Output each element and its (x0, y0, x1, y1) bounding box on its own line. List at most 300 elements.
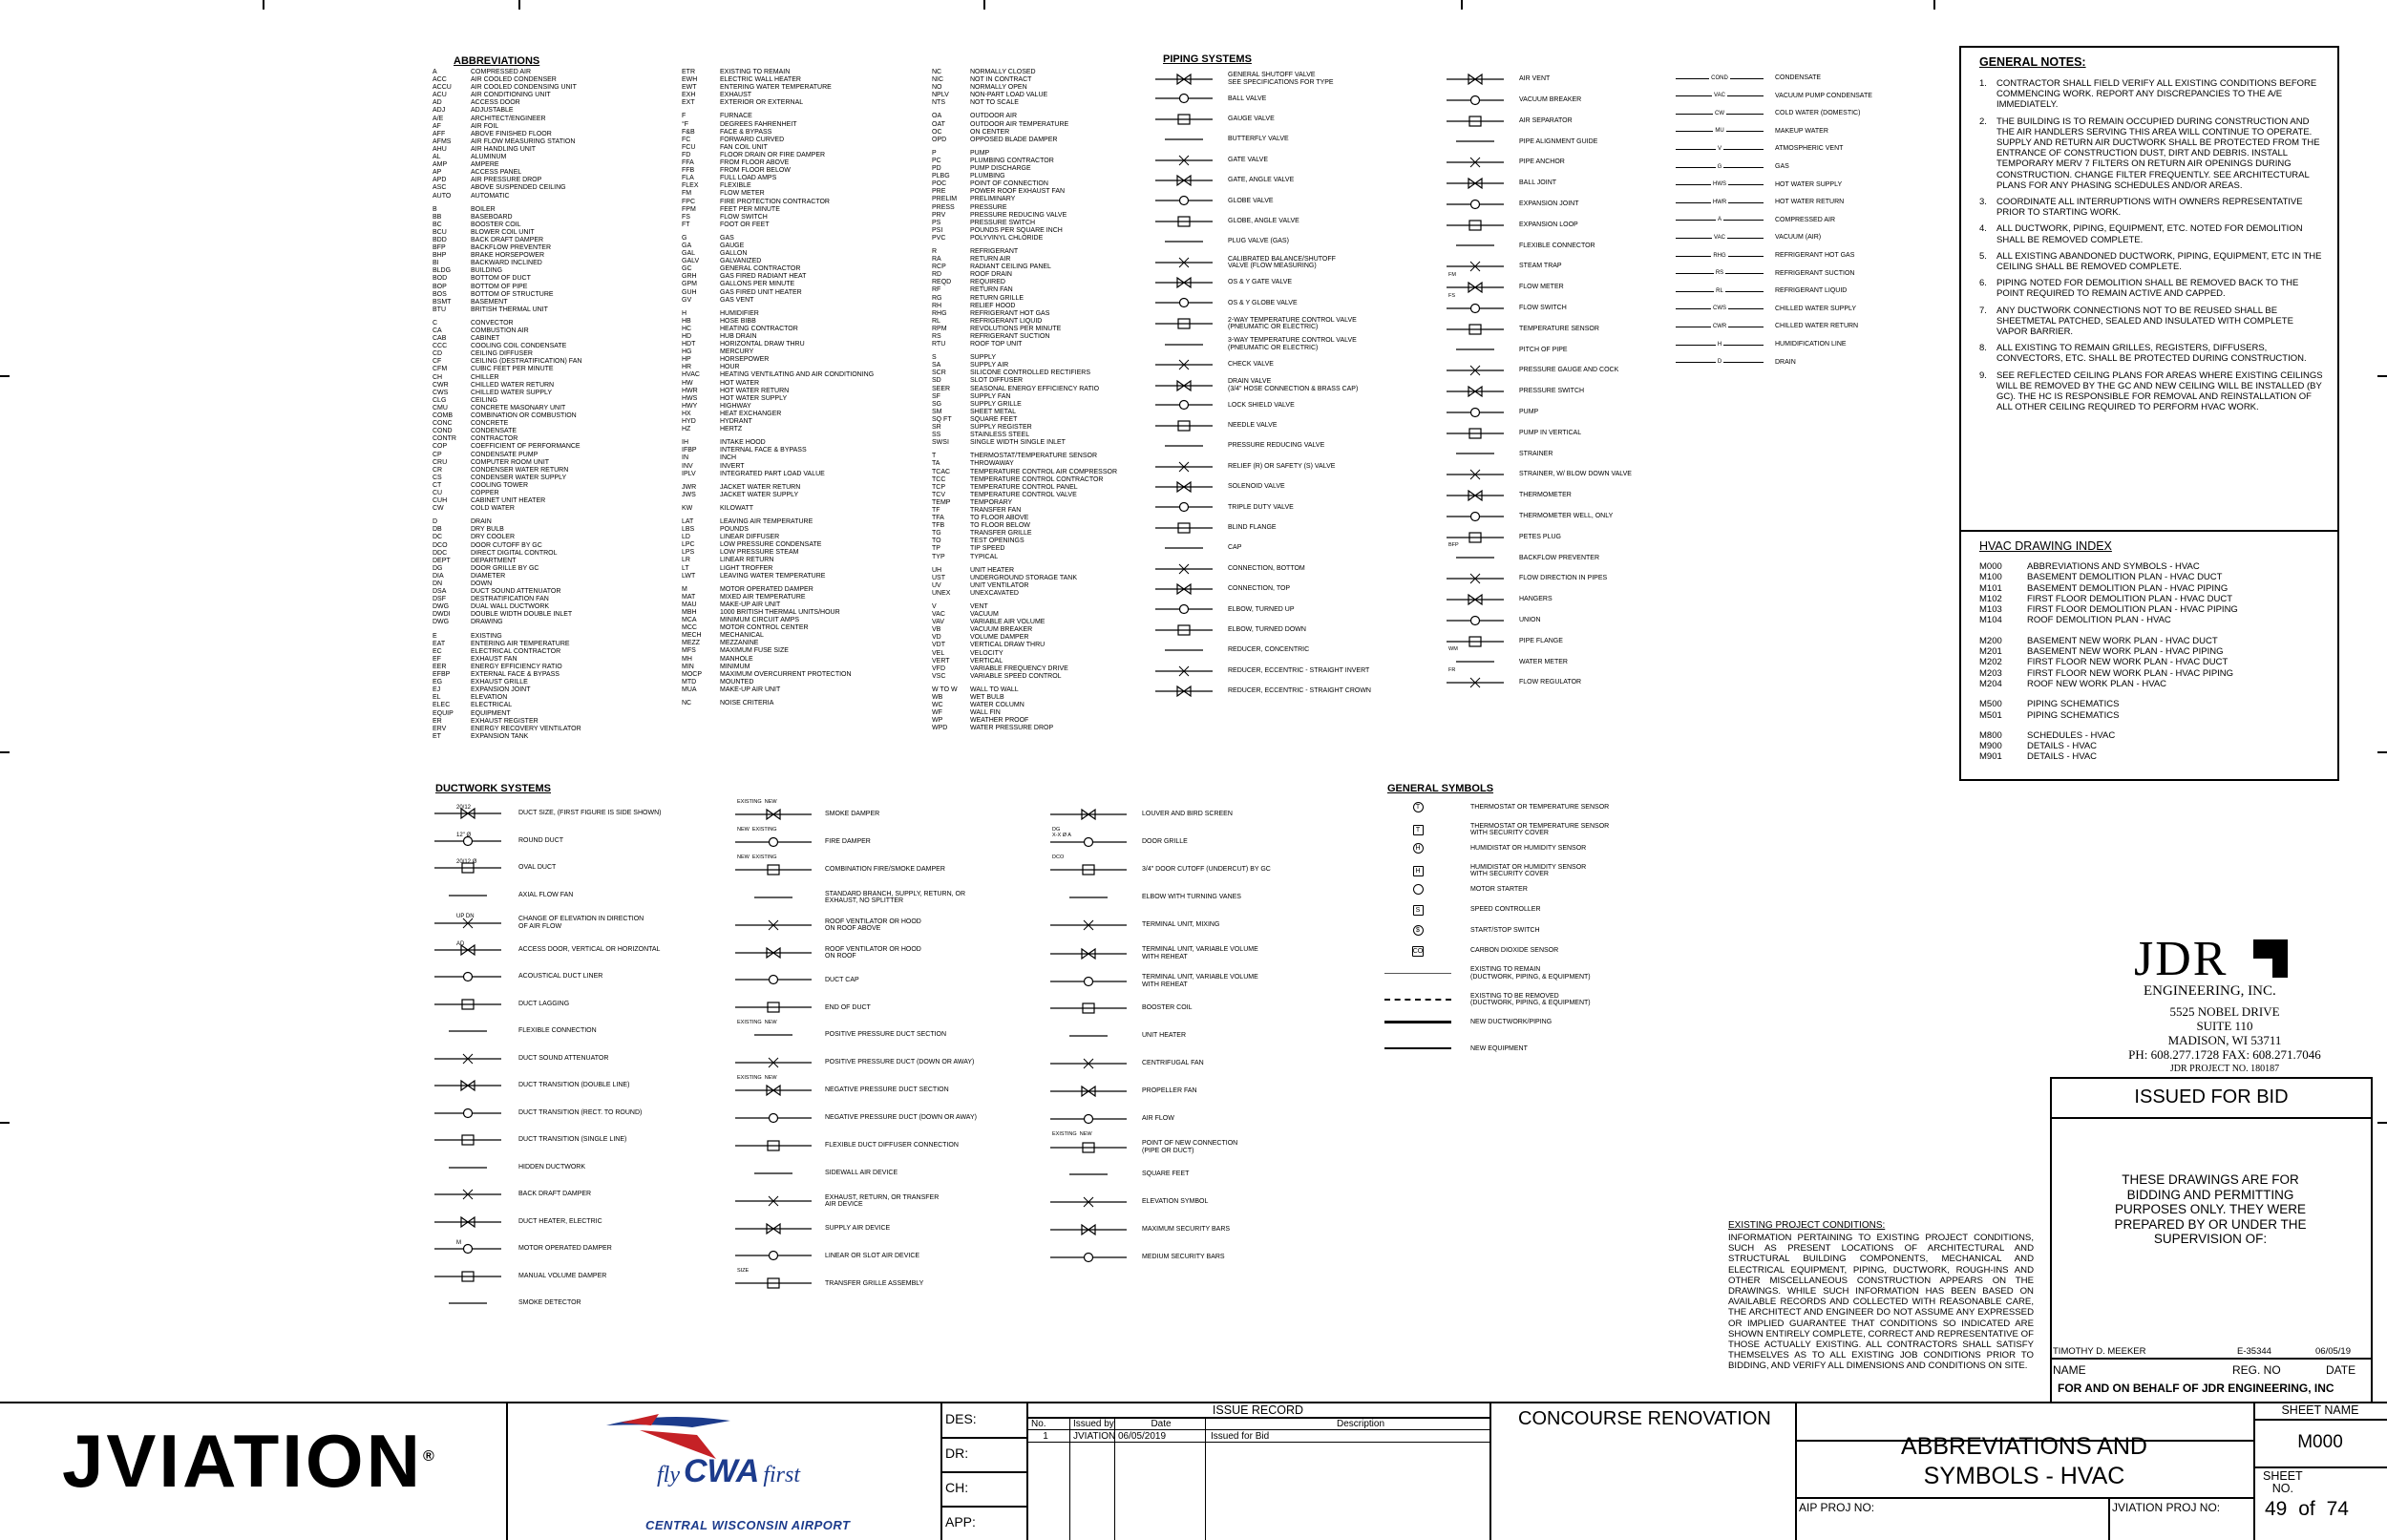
abbreviation-row (433, 671, 662, 679)
abbreviation-code: EAT (433, 640, 446, 647)
symbol-row (1050, 1140, 1237, 1154)
abbreviation-meaning: INVERT (720, 462, 745, 470)
abbreviation-meaning: COMBINATION OR COMBUSTION (471, 412, 577, 420)
symbol-row (1155, 602, 1295, 616)
symbol-icon (434, 1161, 501, 1174)
symbol-icon (1155, 665, 1213, 678)
abbreviation-code: WB (932, 694, 943, 702)
general-symbols-title: GENERAL SYMBOLS (1387, 783, 1494, 794)
des-label: DES: (945, 1411, 977, 1426)
pipe-line-tag: MU (1715, 128, 1724, 135)
abbreviation-meaning: ELEVATION (471, 694, 508, 702)
abbreviation-meaning: COMPRESSED AIR (471, 69, 532, 75)
engineer-date: 06/05/19 (2315, 1346, 2351, 1357)
abbreviation-meaning: ALUMINUM (471, 154, 507, 161)
existing-conditions-title: EXISTING PROJECT CONDITIONS: (1728, 1220, 1886, 1231)
abbreviation-code: LD (682, 534, 690, 541)
abbreviation-meaning: VACUUM (970, 611, 999, 619)
abbreviation-code: ADJ (433, 107, 446, 115)
abbreviation-code: T (932, 453, 937, 460)
abbreviation-row (932, 121, 1161, 129)
symbol-label: AIR FLOW (1142, 1115, 1174, 1123)
abbreviation-row (932, 424, 1161, 432)
abbreviation-meaning: ACCESS PANEL (471, 169, 522, 177)
abbreviation-row (932, 212, 1161, 220)
general-symbol-glyph (1384, 866, 1451, 876)
abbreviation-row (932, 264, 1161, 271)
abbreviation-meaning: ELECTRICAL CONTRACTOR (471, 647, 561, 655)
drawing-index-row (1979, 668, 2323, 679)
symbol-row (735, 835, 871, 849)
symbol-tag: 20/12 Ø (456, 859, 477, 865)
general-symbol-label: MOTOR STARTER (1470, 885, 1528, 893)
symbol-icon (1050, 1085, 1127, 1098)
symbol-icon (1447, 239, 1504, 252)
abbreviation-meaning: ENTERING WATER TEMPERATURE (720, 84, 832, 92)
abbreviation-meaning: TRANSFER FAN (970, 506, 1022, 514)
symbol-icon (1447, 551, 1504, 564)
abbreviation-meaning: HERTZ (720, 426, 743, 433)
abbreviation-meaning: HYDRANT (720, 418, 752, 426)
abbreviation-code: LT (682, 564, 689, 572)
divider (1026, 1429, 1489, 1430)
pipe-line-row (1676, 181, 1842, 188)
symbol-row (735, 1194, 939, 1209)
abbreviation-row (932, 545, 1161, 553)
symbol-label: CALIBRATED BALANCE/SHUTOFF VALVE (FLOW MEASURING) (1228, 255, 1336, 270)
symbol-icon (1447, 489, 1504, 502)
symbol-label: BALL VALVE (1228, 95, 1267, 102)
symbol-label: ELBOW WITH TURNING VANES (1142, 894, 1241, 901)
abbreviation-meaning: PRELIMINARY (970, 196, 1016, 203)
abbreviation-meaning: FACE & BYPASS (720, 128, 772, 136)
abbreviation-code: OAT (932, 120, 945, 128)
abbreviation-row (433, 405, 662, 412)
symbol-row (1155, 460, 1335, 474)
general-symbol-glyph (1384, 884, 1451, 895)
abbreviation-code: EER (433, 663, 447, 670)
symbol-tag: EXISTING NEW (737, 1075, 777, 1081)
symbol-label: MOTOR OPERATED DAMPER (518, 1245, 612, 1253)
abbreviation-meaning: GAS (720, 234, 734, 242)
abbreviation-meaning: PRESSURE (970, 203, 1007, 211)
symbol-icon (1447, 676, 1504, 689)
abbreviation-row (433, 679, 662, 686)
abbreviation-row (932, 484, 1161, 492)
symbol-icon (1155, 154, 1213, 167)
symbol-row (735, 973, 859, 986)
abbreviation-code: MCA (682, 617, 697, 624)
abbreviation-row (932, 76, 1161, 84)
pipe-line-tag: A (1717, 217, 1722, 223)
symbol-row (1447, 323, 1599, 336)
abbreviation-meaning: EXTERIOR OR EXTERNAL (720, 99, 804, 107)
symbol-row (1155, 92, 1266, 105)
symbol-label: PROPELLER FAN (1142, 1087, 1197, 1095)
symbol-icon (434, 1052, 501, 1065)
symbol-row (735, 1167, 898, 1180)
abbreviation-code: GUH (682, 288, 697, 296)
abbreviation-meaning: HEATING CONTRACTOR (720, 325, 798, 332)
abbreviation-code: BSMT (433, 298, 452, 306)
abbreviation-code: RA (932, 256, 941, 264)
abbreviation-row (932, 92, 1161, 99)
abbreviation-meaning: DOOR CUTOFF BY GC (471, 541, 542, 549)
symbol-icon (1155, 582, 1213, 596)
abbreviation-row (932, 694, 1161, 702)
divider (940, 1437, 1026, 1439)
abbreviation-meaning: RELIEF HOOD (970, 302, 1016, 309)
abbreviation-row (932, 686, 1161, 694)
abbreviation-meaning: POLYVINYL CHLORIDE (970, 234, 1044, 242)
symbol-label: EXPANSION JOINT (1519, 200, 1579, 208)
abbreviation-code: NC (682, 700, 692, 707)
abbreviation-row (682, 624, 920, 632)
abbreviation-row (932, 432, 1161, 439)
symbol-label: PRESSURE SWITCH (1519, 388, 1585, 395)
symbol-row (1447, 572, 1607, 585)
abbreviation-row (932, 386, 1161, 393)
symbol-icon (1155, 643, 1213, 657)
border-tick (983, 0, 985, 10)
abbreviation-code: AUTO (433, 192, 452, 200)
abbreviation-code: DB (433, 526, 442, 534)
drawing-index-code: M202 (1979, 657, 2002, 668)
symbol-tag: NEW EXISTING (737, 826, 777, 833)
symbol-icon (735, 1222, 812, 1235)
symbol-icon (1155, 296, 1213, 309)
abbreviation-row (433, 656, 662, 664)
abbreviation-meaning: ENTERING AIR TEMPERATURE (471, 640, 570, 647)
abbreviation-row (433, 482, 662, 490)
abbreviation-row (932, 393, 1161, 401)
abbreviation-code: CLG (433, 396, 447, 404)
abbreviation-code: VAC (932, 611, 945, 619)
abbreviation-code: INV (682, 462, 693, 470)
abbreviation-meaning: NORMALLY OPEN (970, 84, 1027, 92)
abbreviation-row (682, 258, 920, 265)
symbol-icon (735, 863, 812, 876)
abbreviation-row (682, 601, 920, 609)
abbreviation-code: AP (433, 169, 442, 177)
divider (2253, 1402, 2255, 1540)
symbol-label: POSITIVE PRESSURE DUCT SECTION (825, 1031, 947, 1039)
abbreviation-meaning: MAXIMUM FUSE SIZE (720, 647, 789, 655)
abbreviation-meaning: REFRIGERANT (970, 247, 1019, 255)
date-header: DATE (2326, 1363, 2356, 1377)
abbreviation-row (932, 460, 1161, 468)
abbreviation-meaning: DRY BULB (471, 526, 504, 534)
symbol-icon (1050, 808, 1127, 821)
abbreviation-row (433, 99, 662, 107)
border-tick (0, 751, 10, 753)
symbol-icon (434, 1242, 501, 1255)
abbreviation-code: SCR (932, 369, 946, 377)
abbreviation-row (682, 586, 920, 594)
abbreviation-meaning: JACKET WATER SUPPLY (720, 491, 799, 498)
symbol-row (1155, 133, 1289, 146)
abbreviation-code: CW (433, 505, 444, 513)
drawing-index-title: DETAILS - HVAC (2027, 741, 2098, 752)
symbol-icon (1050, 1251, 1127, 1264)
abbreviation-meaning: COPPER (471, 489, 499, 496)
symbol-row (1050, 1057, 1204, 1070)
divider (1489, 1402, 1491, 1540)
symbol-icon (735, 1139, 812, 1152)
symbol-row (434, 1024, 597, 1038)
symbol-label: BLIND FLANGE (1228, 524, 1277, 532)
abbreviation-meaning: HUB DRAIN (720, 333, 757, 340)
general-symbol-mark: $ (1413, 925, 1424, 936)
abbreviation-code: VERT (932, 657, 950, 665)
issued-statement: THESE DRAWINGS ARE FOR BIDDING AND PERMITTING PURPOSES ONLY. THEY WERE PREPARED BY OR UNDER THE SUPERVISION OF: (2114, 1172, 2307, 1246)
abbreviation-meaning: REFRIGERANT SUCTION (970, 333, 1050, 340)
abbreviation-row (932, 354, 1161, 362)
abbreviation-meaning: AIR COOLED CONDENSER (471, 76, 557, 84)
abbreviation-code: PC (932, 157, 941, 164)
symbol-row (434, 1215, 602, 1229)
symbol-label: SMOKE DETECTOR (518, 1299, 581, 1307)
abbreviation-row (682, 92, 920, 99)
abbreviation-meaning: 1000 BRITISH THERMAL UNITS/HOUR (720, 609, 840, 616)
abbreviation-row (682, 565, 920, 573)
abbreviations-column (433, 69, 662, 741)
symbol-label: CONNECTION, BOTTOM (1228, 564, 1305, 572)
symbol-icon (1155, 235, 1213, 248)
symbol-row (1050, 946, 1258, 960)
symbol-icon (1050, 891, 1127, 904)
border-tick (518, 0, 520, 10)
symbol-icon (735, 808, 812, 821)
abbreviation-code: NTS (932, 99, 945, 107)
symbol-icon (1050, 1168, 1127, 1181)
abbreviation-code: FC (682, 136, 691, 143)
abbreviation-code: RTU (932, 341, 946, 348)
abbreviation-code: TCP (932, 483, 945, 491)
general-note-number: 1. (1979, 78, 1987, 89)
symbol-row (1447, 531, 1561, 544)
symbol-row (735, 1001, 871, 1014)
abbreviation-meaning: HOUR (720, 364, 740, 371)
abbreviation-meaning: MOUNTED (720, 678, 754, 686)
drawing-index-title: BASEMENT DEMOLITION PLAN - HVAC DUCT (2027, 572, 2223, 583)
general-symbol-line (1384, 1021, 1451, 1023)
symbol-row (1155, 419, 1278, 432)
drawing-index-code: M101 (1979, 582, 2002, 594)
drawing-index-row (1979, 730, 2323, 741)
abbreviation-row (433, 726, 662, 733)
symbol-row (1155, 685, 1371, 698)
general-symbol-row (1384, 802, 1609, 812)
abbreviation-meaning: COMBUSTION AIR (471, 327, 529, 334)
pipe-line-label: GAS (1775, 163, 1789, 170)
abbreviation-row (932, 416, 1161, 424)
pipe-line-tag: VAC (1714, 234, 1725, 241)
abbreviation-meaning: VERTICAL (970, 657, 1003, 665)
abbreviation-row (932, 310, 1161, 318)
abbreviation-code: MECH (682, 632, 702, 640)
general-note-text: PIPING NOTED FOR DEMOLITION SHALL BE REMOVED BACK TO THE POINT REQUIRED TO REMAIN ACTIVE AND CAPPED. (1996, 278, 2299, 300)
drawing-index-row (1979, 710, 2323, 721)
drawing-index-code: M201 (1979, 646, 2002, 658)
abbreviation-meaning: MINIMUM (720, 663, 750, 670)
abbreviation-code: HWS (682, 394, 698, 402)
abbreviation-row (682, 326, 920, 333)
symbol-icon (1050, 1029, 1127, 1043)
abbreviation-row (433, 84, 662, 92)
abbreviation-meaning: COOLING COIL CONDENSATE (471, 343, 567, 350)
abbreviation-code: LPS (682, 549, 695, 557)
symbol-icon (1447, 323, 1504, 336)
abbreviation-code: HD (682, 333, 692, 340)
symbol-icon (1155, 480, 1213, 494)
abbreviation-code: EF (433, 655, 441, 663)
abbreviation-code: CUH (433, 497, 448, 505)
abbreviation-meaning: UNIT VENTILATOR (970, 581, 1029, 589)
symbol-row (1447, 385, 1584, 398)
symbol-icon (1447, 614, 1504, 627)
symbol-icon (735, 1084, 812, 1097)
abbreviation-code: VEL (932, 649, 945, 657)
abbreviation-row (433, 275, 662, 283)
abbreviation-row (682, 341, 920, 348)
abbreviation-row (433, 244, 662, 252)
abbreviation-code: CMU (433, 404, 448, 411)
abbreviation-row (433, 435, 662, 443)
abbreviation-row (433, 116, 662, 123)
abbreviation-meaning: RADIANT CEILING PANEL (970, 264, 1051, 271)
symbol-label: OS & Y GATE VALVE (1228, 279, 1293, 286)
symbol-label: BOOSTER COIL (1142, 1004, 1193, 1012)
abbreviation-meaning: EXHAUST GRILLE (471, 679, 528, 686)
abbreviation-code: AD (433, 99, 442, 107)
abbreviation-meaning: DRAWING (471, 619, 503, 626)
abbreviation-meaning: BACKWARD INCLINED (471, 260, 542, 267)
abbreviation-meaning: BRITISH THERMAL UNIT (471, 306, 548, 313)
abbreviation-row (433, 284, 662, 291)
abbreviation-row (682, 471, 920, 478)
drawing-index-title: BASEMENT NEW WORK PLAN - HVAC PIPING (2027, 646, 2224, 658)
abbreviation-code: DWG (433, 619, 450, 626)
symbol-icon (1050, 1112, 1127, 1126)
abbreviation-code: ACCU (433, 84, 452, 92)
abbreviation-row (932, 439, 1161, 447)
abbreviation-meaning: FIRE PROTECTION CONTRACTOR (720, 198, 830, 205)
symbol-label: STEAM TRAP (1519, 263, 1562, 270)
symbol-icon (1447, 219, 1504, 232)
symbol-tag: FR (1448, 667, 1456, 674)
symbol-row (735, 1084, 949, 1097)
abbreviation-meaning: HUMIDIFIER (720, 309, 759, 317)
abbreviation-meaning: INTEGRATED PART LOAD VALUE (720, 470, 825, 477)
abbreviation-meaning: LIGHT TROFFER (720, 564, 773, 572)
symbol-label: GENERAL SHUTOFF VALVE SEE SPECIFICATIONS FOR TYPE (1228, 72, 1334, 86)
abbreviation-code: VAV (932, 619, 944, 626)
symbol-label: ACCESS DOOR, VERTICAL OR HORIZONTAL (518, 945, 661, 953)
symbol-icon (1155, 541, 1213, 555)
abbreviation-row (433, 374, 662, 382)
symbol-row (1447, 427, 1581, 440)
symbol-label: REDUCER, ECCENTRIC - STRAIGHT CROWN (1228, 687, 1371, 695)
general-symbol-row (1384, 905, 1541, 916)
abbreviation-code: TP (932, 545, 940, 553)
symbol-label: DUCT HEATER, ELECTRIC (518, 1217, 602, 1225)
symbol-label: ELEVATION SYMBOL (1142, 1198, 1209, 1206)
general-symbol-row (1384, 884, 1528, 895)
abbreviation-code: POC (932, 180, 947, 188)
abbreviation-meaning: VENT (970, 603, 988, 610)
abbreviation-code: EQUIP (433, 709, 454, 717)
abbreviation-row (682, 121, 920, 129)
abbreviation-row (433, 733, 662, 741)
symbol-label: REDUCER, ECCENTRIC - STRAIGHT INVERT (1228, 666, 1370, 674)
general-note-number: 2. (1979, 116, 1987, 127)
symbol-label: PLUG VALVE (GAS) (1228, 238, 1289, 245)
abbreviation-code: EL (433, 694, 441, 702)
abbreviation-meaning: EXPANSION TANK (471, 732, 529, 740)
general-note (1979, 306, 2323, 338)
abbreviation-code: DCO (433, 541, 448, 549)
drawing-index-code: M100 (1979, 572, 2002, 583)
symbol-label: STANDARD BRANCH, SUPPLY, RETURN, OR EXHAUST, NO SPLITTER (825, 890, 966, 905)
symbol-row (1447, 239, 1595, 252)
symbol-row (1447, 198, 1579, 211)
cwa-letters: CWA (684, 1453, 760, 1489)
general-symbol-label: SPEED CONTROLLER (1470, 906, 1541, 914)
general-symbol-row (1384, 1019, 1552, 1026)
abbreviation-row (682, 281, 920, 288)
abbreviation-code: BI (433, 260, 439, 267)
symbol-icon (1155, 338, 1213, 351)
abbreviation-meaning: CONDENSER WATER RETURN (471, 466, 569, 474)
general-symbol-row (1384, 925, 1540, 936)
abbreviation-code: UV (932, 581, 941, 589)
abbreviation-meaning: BACK DRAFT DAMPER (471, 236, 544, 243)
abbreviation-code: HR (682, 364, 692, 371)
symbol-icon (1050, 1195, 1127, 1209)
symbol-tag: DCO (1052, 854, 1065, 860)
abbreviation-meaning: FLOW SWITCH (720, 213, 768, 221)
abbreviation-code: FLA (682, 175, 694, 182)
abbreviation-code: ACC (433, 76, 447, 84)
abbreviation-meaning: LEAVING WATER TEMPERATURE (720, 572, 826, 580)
abbreviation-meaning: NOT TO SCALE (970, 99, 1019, 107)
abbreviation-code: HC (682, 325, 692, 332)
issue-record-cell: JVIATION (1073, 1431, 1116, 1442)
abbreviation-meaning: ROOF DRAIN (970, 271, 1012, 279)
abbreviation-meaning: SILICONE CONTROLLED RECTIFIERS (970, 369, 1091, 377)
project-name: CONCOURSE RENOVATION (1518, 1408, 1771, 1429)
pipe-line-row (1676, 163, 1789, 170)
abbreviation-code: CAB (433, 335, 447, 343)
abbreviation-code: BOD (433, 275, 448, 283)
drawing-index-row (1979, 583, 2323, 594)
abbreviation-code: CT (433, 481, 442, 489)
symbol-row (1050, 1223, 1230, 1236)
general-symbol-mark: S (1413, 905, 1424, 916)
pipe-line-label: DRAIN (1775, 358, 1796, 366)
drawing-index-gap (1979, 763, 2323, 772)
abbreviation-meaning: INTAKE HOOD (720, 439, 766, 447)
symbol-label: PRESSURE GAUGE AND COCK (1519, 367, 1619, 374)
symbol-row (735, 1111, 977, 1125)
abbreviation-row (433, 542, 662, 550)
symbol-row (1447, 676, 1581, 689)
border-tick (0, 1122, 10, 1124)
abbreviation-row (932, 173, 1161, 180)
abbreviation-meaning: MOTOR OPERATED DAMPER (720, 585, 813, 593)
abbreviation-code: RCP (932, 264, 946, 271)
